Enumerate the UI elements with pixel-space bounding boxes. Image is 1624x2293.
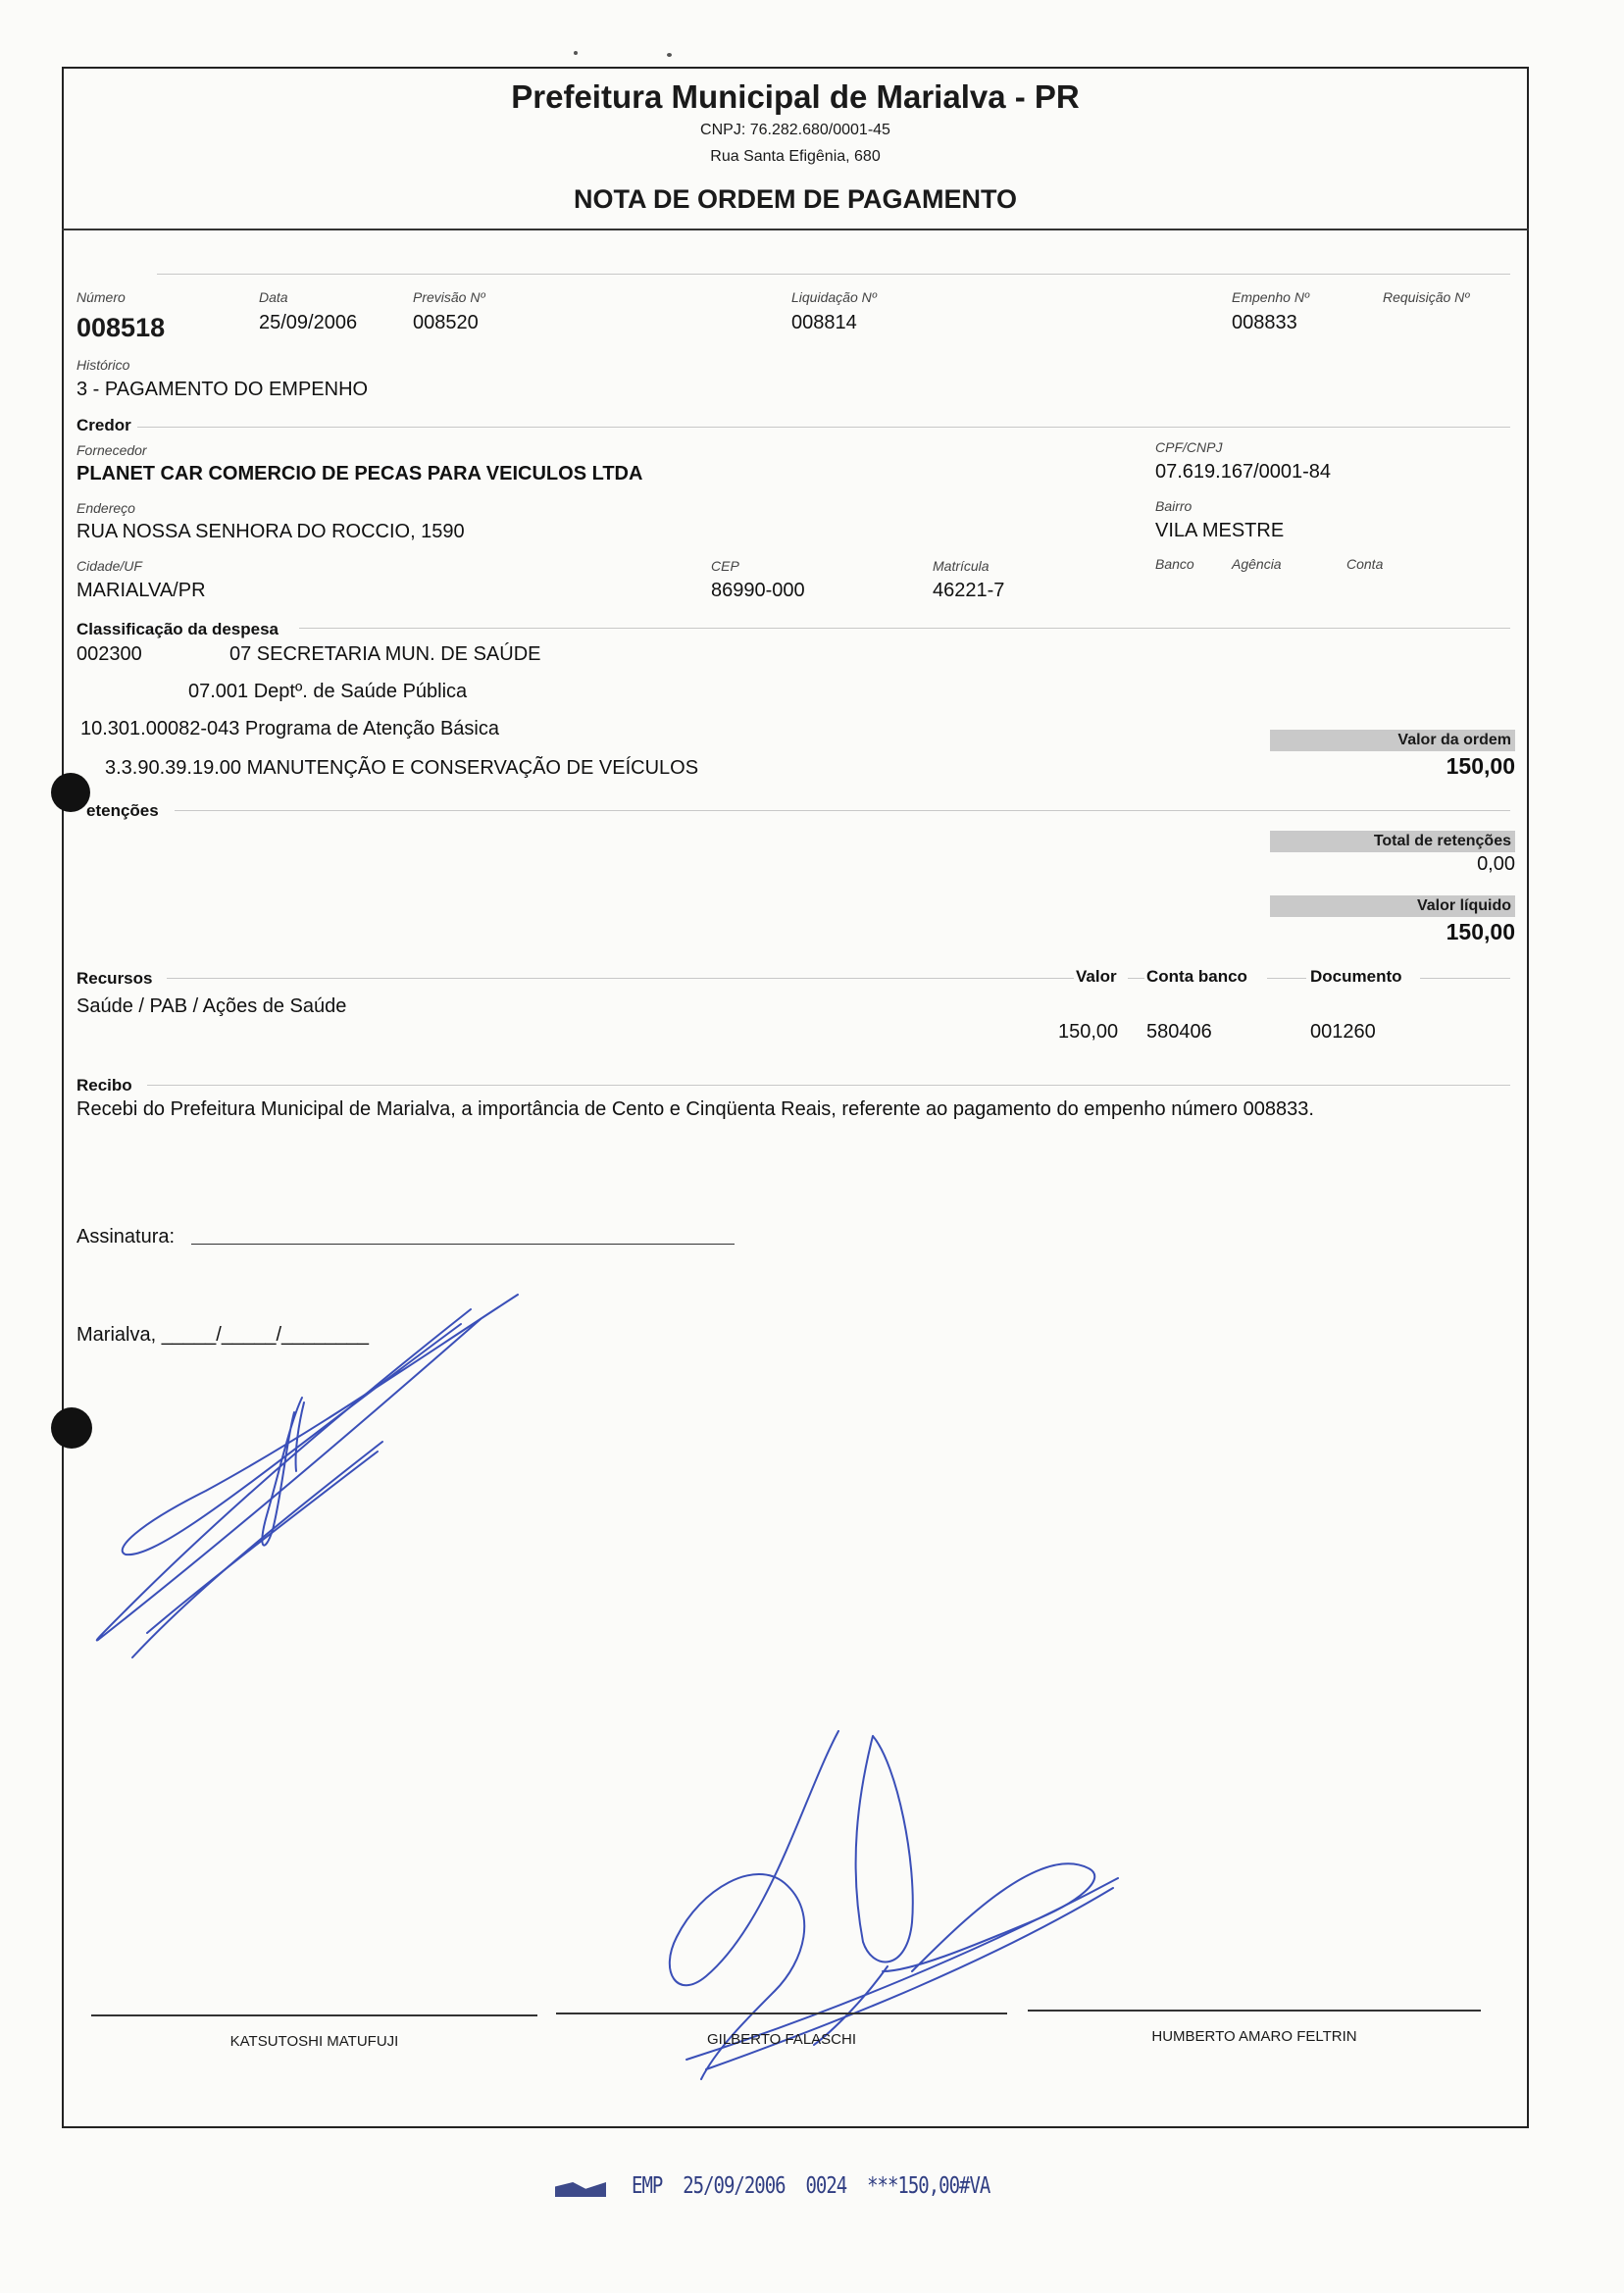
header-cnpj: CNPJ: 76.282.680/0001-45 <box>700 122 890 138</box>
signatory-name: HUMBERTO AMARO FELTRIN <box>1151 2028 1357 2045</box>
signature-line <box>556 2013 1007 2014</box>
classificacao-section: Classificação da despesa <box>76 620 279 638</box>
recursos-descricao: Saúde / PAB / Ações de Saúde <box>76 995 347 1017</box>
signatory-name: KATSUTOSHI MATUFUJI <box>229 2033 399 2050</box>
bank-stamp: EMP 25/09/2006 0024 ***150,00#VA <box>632 2172 990 2200</box>
recursos-conta-label: Conta banco <box>1146 967 1247 986</box>
signatory-name: GILBERTO FALASCHI <box>707 2031 856 2048</box>
cep-value: 86990-000 <box>711 580 805 601</box>
data-label: Data <box>259 289 288 305</box>
recursos-conta: 580406 <box>1146 1021 1212 1043</box>
local-data: Marialva, _____/_____/________ <box>76 1324 370 1346</box>
classificacao-code: 002300 <box>76 643 142 665</box>
page-title: Prefeitura Municipal de Marialva - PR <box>511 78 1080 115</box>
recursos-documento-label: Documento <box>1310 967 1402 986</box>
classificacao-orgao: 07 SECRETARIA MUN. DE SAÚDE <box>229 643 541 665</box>
classificacao-programa: 10.301.00082-043 Programa de Atenção Básica <box>80 718 499 739</box>
signature-line <box>91 2014 537 2016</box>
cpf-label: CPF/CNPJ <box>1155 439 1223 455</box>
header-address: Rua Santa Efigênia, 680 <box>710 148 881 165</box>
valor-liquido-label: Valor líquido <box>1270 895 1515 917</box>
cpf-value: 07.619.167/0001-84 <box>1155 461 1332 483</box>
cep-label: CEP <box>711 558 739 574</box>
endereco-label: Endereço <box>76 500 135 516</box>
bairro-label: Bairro <box>1155 498 1193 514</box>
recibo-text: Recebi do Prefeitura Municipal de Marialva, a importância de Cento e Cinqüenta Reais, referente ao pagamento do empenho número 008833. <box>76 1098 1314 1120</box>
valor-ordem-value: 150,00 <box>1446 753 1515 779</box>
credor-section: Credor <box>76 416 131 434</box>
numero-value: 008518 <box>76 313 166 342</box>
previsao-label: Previsão Nº <box>413 289 485 305</box>
assinatura-label: Assinatura: <box>76 1226 176 1248</box>
liquidacao-value: 008814 <box>791 312 857 333</box>
valor-ordem-label: Valor da ordem <box>1270 730 1515 751</box>
recursos-section: Recursos <box>76 969 153 988</box>
matricula-value: 46221-7 <box>933 580 1005 601</box>
recursos-documento: 001260 <box>1310 1021 1376 1043</box>
conta-label: Conta <box>1346 556 1384 572</box>
signature-line <box>1028 2010 1481 2012</box>
matricula-label: Matrícula <box>933 558 990 574</box>
retencoes-section: etenções <box>86 801 159 820</box>
banco-label: Banco <box>1155 556 1194 572</box>
fornecedor-value: PLANET CAR COMERCIO DE PECAS PARA VEICULOS LTDA <box>76 463 643 484</box>
liquidacao-label: Liquidação Nº <box>791 289 877 305</box>
recursos-valor: 150,00 <box>1058 1021 1119 1043</box>
agencia-label: Agência <box>1232 556 1282 572</box>
data-value: 25/09/2006 <box>259 312 358 333</box>
doc-title: NOTA DE ORDEM DE PAGAMENTO <box>573 184 1017 214</box>
valor-liquido-value: 150,00 <box>1446 919 1515 944</box>
total-retencoes-label: Total de retenções <box>1270 831 1515 852</box>
endereco-value: RUA NOSSA SENHORA DO ROCCIO, 1590 <box>76 521 465 542</box>
fornecedor-label: Fornecedor <box>76 442 147 458</box>
bairro-value: VILA MESTRE <box>1155 520 1285 541</box>
classificacao-unidade: 07.001 Deptº. de Saúde Pública <box>188 681 468 702</box>
requisicao-label: Requisição Nº <box>1383 289 1470 305</box>
total-retencoes-value: 0,00 <box>1477 853 1515 875</box>
previsao-value: 008520 <box>413 312 479 333</box>
cidade-label: Cidade/UF <box>76 558 142 574</box>
historico-label: Histórico <box>76 357 130 373</box>
classificacao-elemento: 3.3.90.39.19.00 MANUTENÇÃO E CONSERVAÇÃO DE VEÍCULOS <box>105 757 699 779</box>
recursos-valor-label: Valor <box>1076 967 1117 986</box>
empenho-label: Empenho Nº <box>1232 289 1310 305</box>
cidade-value: MARIALVA/PR <box>76 580 206 601</box>
empenho-value: 008833 <box>1232 312 1297 333</box>
recibo-section: Recibo <box>76 1076 132 1095</box>
numero-label: Número <box>76 289 126 305</box>
historico-value: 3 - PAGAMENTO DO EMPENHO <box>76 379 369 400</box>
